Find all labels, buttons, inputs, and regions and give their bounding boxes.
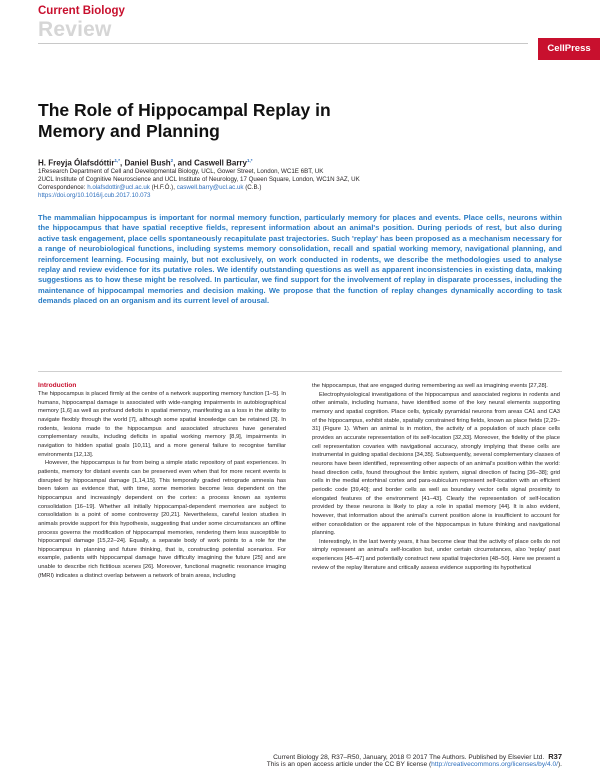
page-number: R37: [548, 752, 562, 761]
body-paragraph: Interestingly, in the last twenty years, it has become clear that the activity of place cells do not simply represent an animal's self-location but, under certain circumstances, also 'replay' past experiences [45–47] and potentially construct new spatial trajectories [48–50]. Here we present a review of the replay literature and critically assess evidence supporting its hypothetical: [312, 538, 560, 571]
author-marks: 2: [170, 158, 174, 163]
abstract: The mammalian hippocampus is important for normal memory function, particularly memory for places and events. Place cells, neurons within the hippocampus that have spatial receptive fields, represent information about an animal's position. During periods of rest, but also during active task engagement, place cells spontaneously recapitulate past trajectories. Such 'replay' has been proposed as a mechanism necessary for a range of neurobiological functions, including systems memory consolidation, recall and spatial working memory, navigational planning, and reinforcement learning. Focusing mainly, but not exclusively, on work conducted in rodents, we describe the methodologies used to analyse replay and review evidence for its putative roles. We identify outstanding questions as well as apparent inconsistencies in existing data, making suggestions as to how these might be resolved. In particular, we find support for the involvement of replay in disparate processes, including the maintenance of hippocampal memories and decision making. We propose that the function of replay changes dynamically according to task demands placed on an organism and its current level of arousal.: [38, 213, 562, 306]
license-link[interactable]: http://creativecommons.org/licenses/by/4.0/: [431, 761, 558, 768]
author-list: H. Freyja Ólafsdóttir$^{1,*}$, Daniel Bush$^2$, and Caswell Barry$^{1,*}$: [38, 158, 253, 168]
body-paragraph: However, the hippocampus is far from being a simple static repository of past experiences. In patients, memory for distant events can be preserved even when that for more recent events is disrupted by hippocampal damage [1,14,15]. This temporally graded retrograde amnesia has been taken as evidence that, with time, some memories become less dependent on the hippocampus and increasingly dependent on the cortex: a process known as systems consolidation [16–19]. Whether all initially hippocampal-dependent memories are subject to consolidation is a point of some controversy [20,21]. Nevertheless, careful lesion studies in animals provide support for this hypothesis, suggesting that under some circumstances an offline process governs the modification of hippocampal memories, rendering them less susceptible to hippocampal damage [15,22–24]. Equally, a separate body of work points to a role for the hippocampus in planning and future thinking, that is, constructing potential scenarios. For example, patients with hippocampal damage have difficulty imagining the future [25] and are unable to describe rich fictitious scenes [26]. Moreover, functional magnetic resonance imaging (fMRI) indicates a distinct overlap between a network of brain areas, including: [38, 460, 286, 579]
license-text: This is an open access article under the CC BY license (: [266, 761, 432, 768]
abstract-divider: [38, 371, 562, 372]
email-link[interactable]: h.olafsdottir@ucl.ac.uk: [87, 184, 150, 191]
author-name: Caswell Barry: [194, 158, 247, 168]
section-label: Review: [38, 18, 112, 41]
body-paragraph: The hippocampus is placed firmly at the centre of a network supporting memory function [1–5]. In humans, hippocampal damage is associated with wide-ranging impairments in autobiographical memory [1,6] as well as profound deficits in spatial memory, manifesting as a loss in the ability to navigate flexibly through the world [7], although some spatial knowledge can be retained [3]. In rodents, lesions made to the hippocampus and associated structures have generated complementary results, including deficits in spatial working memory [8,9], impairments in navigation to hidden spatial goals [10,11], and a more general failure to recognise familiar environments [12,13].: [38, 391, 286, 458]
license-text: ).: [557, 761, 562, 768]
header-divider: [38, 43, 528, 44]
doi-link[interactable]: https://doi.org/10.1016/j.cub.2017.10.073: [38, 192, 151, 199]
correspondence-line: [38, 184, 261, 192]
journal-name: Current Biology: [38, 5, 125, 17]
correspondence-label: Correspondence:: [38, 184, 88, 191]
body-column-left: [38, 382, 286, 580]
author-marks: 1,*: [114, 158, 120, 163]
author-marks: 1,*: [247, 158, 253, 163]
license-footer: [267, 761, 562, 768]
body-column-right: [312, 382, 560, 572]
body-paragraph: the hippocampus, that are engaged during remembering as well as imagining events [27,28].: [312, 383, 548, 389]
publisher-badge[interactable]: CellPress: [538, 38, 600, 60]
author-name: Daniel Bush: [124, 158, 171, 168]
author-name: H. Freyja Ólafsdóttir: [38, 158, 115, 168]
body-paragraph: Electrophysiological investigations of the hippocampus and associated regions in rodents and other animals, including humans, have identified some of the key neural elements supporting memory and spatial cognition. Place cells, typically pyramidal neurons from areas CA1 and CA3 of the hippocampus, exhibit stable, spatially constrained firing fields, known as place fields [2,29–31] (Figure 1). When an animal is in motion, the activity of a population of such place cells provides an accurate representation of its self-location [32,33]. Moreover, the fidelity of the place cell representation covaries with navigational accuracy, strongly implying that these cells are instrumental in guiding spatial decisions [34,35]. Subsequently, several complementary classes of neurons have been identified, representing other aspects of an animal's position within the world: head direction cells, found throughout the limbic system, signal direction of facing [36–38]; grid cells in the medial entorhinal cortex and para-subiculum represent self-location with an efficient periodic code [39,40]; and border cells as well as boundary vector cells signal proximity to elongated features of the environment [41–43]. Clearly the representation of self-location provided by these neurons is likely to play a role in spatial memory [44]. It is also evident, however, that information about the animal's current position alone is insufficient to account for either consolidation or the apparent role of the hippocampus in future thinking and navigational planning.: [312, 391, 560, 537]
correspondence-initials: (C.B.): [243, 184, 262, 191]
article-title: The Role of Hippocampal Replay in Memory and Planning: [38, 100, 331, 141]
citation-text: Current Biology 28, R37–R50, January, 2018 © 2017 The Authors. Published by Elsevier Ltd.: [273, 754, 545, 761]
section-heading: Introduction: [38, 382, 77, 389]
citation-footer: [273, 752, 562, 761]
email-link[interactable]: caswell.barry@ucl.ac.uk: [176, 184, 244, 191]
affiliation-1: 1Research Department of Cell and Developmental Biology, UCL, Gower Street, London, WC1E 6BT, UK: [38, 168, 324, 175]
correspondence-initials: (H.F.Ó.),: [149, 184, 177, 191]
affiliation-2: 2UCL Institute of Cognitive Neuroscience and UCL Institute of Neurology, 17 Queen Square, London, WC1N 3AZ, UK: [38, 176, 360, 183]
